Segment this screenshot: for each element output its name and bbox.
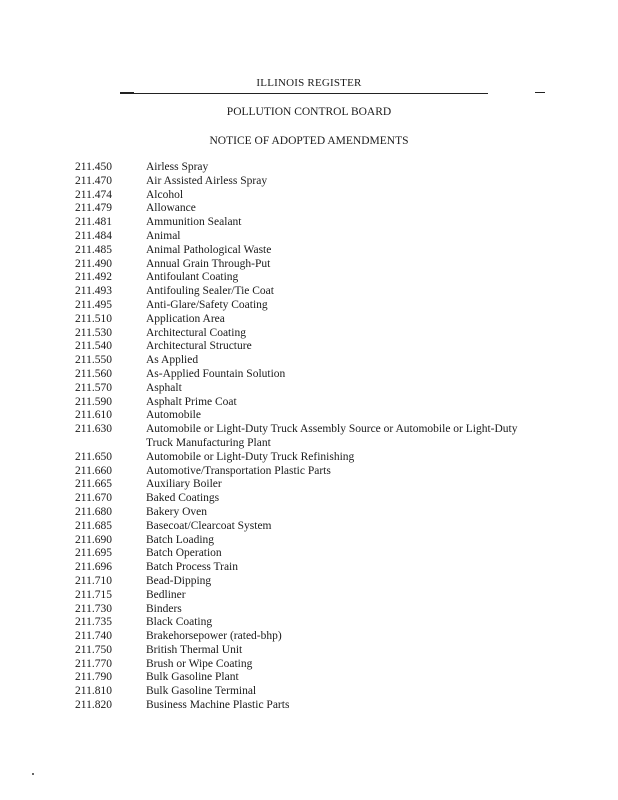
section-row <box>0 671 618 685</box>
section-term: Allowance <box>146 202 196 215</box>
section-number: 211.735 <box>75 616 112 629</box>
section-term: Brush or Wipe Coating <box>146 657 253 670</box>
section-row <box>0 189 618 203</box>
section-number: 211.610 <box>75 409 112 422</box>
section-row <box>0 423 618 451</box>
section-row <box>0 478 618 492</box>
section-term: As Applied <box>146 354 199 367</box>
section-row <box>0 603 618 617</box>
section-term: Asphalt <box>146 381 182 394</box>
section-number: 211.485 <box>75 243 112 256</box>
section-number: 211.690 <box>75 533 112 546</box>
section-term: Airless Spray <box>146 161 209 173</box>
section-list <box>0 161 618 713</box>
section-row <box>0 161 618 175</box>
section-row <box>0 354 618 368</box>
section-number: 211.450 <box>75 161 112 173</box>
section-number: 211.750 <box>75 643 112 656</box>
section-row <box>0 616 618 630</box>
section-number: 211.680 <box>75 505 112 518</box>
section-term: Animal Pathological Waste <box>146 243 272 256</box>
section-term: As-Applied Fountain Solution <box>146 367 286 380</box>
section-term: Business Machine Plastic Parts <box>146 699 290 712</box>
section-row <box>0 313 618 327</box>
register-title: ILLINOIS REGISTER <box>256 77 362 89</box>
section-term: Annual Grain Through-Put <box>146 257 271 270</box>
section-number: 211.550 <box>75 354 112 367</box>
section-number: 211.540 <box>75 340 112 353</box>
section-number: 211.495 <box>75 298 112 311</box>
section-number: 211.492 <box>75 271 112 284</box>
section-number: 211.470 <box>75 174 112 187</box>
section-term: Batch Process Train <box>146 561 238 574</box>
section-term: Asphalt Prime Coat <box>146 395 237 408</box>
section-number: 211.484 <box>75 229 112 242</box>
section-number: 211.710 <box>75 574 112 587</box>
section-number: 211.820 <box>75 699 112 712</box>
section-row <box>0 547 618 561</box>
section-row <box>0 699 618 713</box>
section-term: Automobile <box>146 409 201 422</box>
section-number: 211.695 <box>75 547 112 560</box>
section-row <box>0 299 618 313</box>
section-term: Auxiliary Boiler <box>146 478 222 491</box>
section-number: 211.665 <box>75 478 112 491</box>
section-row <box>0 534 618 548</box>
section-number: 211.730 <box>75 602 112 615</box>
section-term: Automobile or Light-Duty Truck Assembly Source or Automobile or Light-Duty Truck Manufacturing Plant <box>146 423 518 449</box>
section-term: Ammunition Sealant <box>146 216 242 229</box>
section-row <box>0 271 618 285</box>
section-row <box>0 396 618 410</box>
section-number: 211.740 <box>75 630 112 643</box>
section-number: 211.770 <box>75 657 112 670</box>
section-term: Batch Loading <box>146 533 215 546</box>
section-number: 211.493 <box>75 285 112 298</box>
section-row <box>0 258 618 272</box>
section-term: Bedliner <box>146 588 186 601</box>
section-row <box>0 230 618 244</box>
section-number: 211.650 <box>75 450 112 463</box>
section-term: British Thermal Unit <box>146 643 243 656</box>
section-row <box>0 520 618 534</box>
section-term: Anti-Glare/Safety Coating <box>146 298 268 311</box>
board-title: POLLUTION CONTROL BOARD <box>226 106 392 118</box>
section-term: Binders <box>146 602 182 615</box>
section-term: Application Area <box>146 312 225 325</box>
section-row <box>0 216 618 230</box>
section-row <box>0 492 618 506</box>
section-row <box>0 630 618 644</box>
section-row <box>0 561 618 575</box>
section-number: 211.479 <box>75 202 112 215</box>
section-term: Animal <box>146 229 181 242</box>
section-number: 211.490 <box>75 257 112 270</box>
section-row <box>0 589 618 603</box>
section-row <box>0 382 618 396</box>
section-term: Air Assisted Airless Spray <box>146 174 268 187</box>
section-term: Batch Operation <box>146 547 222 560</box>
section-row <box>0 285 618 299</box>
section-term: Bulk Gasoline Plant <box>146 671 239 684</box>
section-term: Basecoat/Clearcoat System <box>146 519 272 532</box>
section-term: Bakery Oven <box>146 505 207 518</box>
section-number: 211.715 <box>75 588 112 601</box>
section-number: 211.510 <box>75 312 112 325</box>
section-number: 211.560 <box>75 367 112 380</box>
section-row <box>0 685 618 699</box>
section-number: 211.670 <box>75 492 112 505</box>
section-term: Automobile or Light-Duty Truck Refinishing <box>146 450 355 463</box>
section-number: 211.790 <box>75 671 112 684</box>
section-row <box>0 368 618 382</box>
section-number: 211.810 <box>75 685 112 698</box>
section-number: 211.696 <box>75 561 112 574</box>
section-number: 211.530 <box>75 326 112 339</box>
section-number: 211.481 <box>75 216 112 229</box>
section-number: 211.660 <box>75 464 112 477</box>
section-row <box>0 658 618 672</box>
section-row <box>0 175 618 189</box>
header-right-rule <box>535 92 545 93</box>
section-number: 211.685 <box>75 519 112 532</box>
header-left-rule <box>120 92 134 93</box>
section-term: Bulk Gasoline Terminal <box>146 685 257 698</box>
section-number: 211.630 <box>75 423 112 436</box>
section-term: Architectural Structure <box>146 340 252 353</box>
section-term: Antifouling Sealer/Tie Coat <box>146 285 274 298</box>
section-row <box>0 451 618 465</box>
section-row <box>0 506 618 520</box>
section-row <box>0 465 618 479</box>
section-number: 211.570 <box>75 381 112 394</box>
section-term: Alcohol <box>146 188 184 201</box>
section-term: Antifoulant Coating <box>146 271 239 284</box>
notice-title: NOTICE OF ADOPTED AMENDMENTS <box>209 135 409 147</box>
section-term: Brakehorsepower (rated-bhp) <box>146 630 282 643</box>
section-term: Bead-Dipping <box>146 574 212 587</box>
section-row <box>0 409 618 423</box>
section-term: Black Coating <box>146 616 213 629</box>
section-row <box>0 244 618 258</box>
section-row <box>0 575 618 589</box>
section-row <box>0 340 618 354</box>
section-row <box>0 327 618 341</box>
section-term: Baked Coatings <box>146 492 220 505</box>
section-row <box>0 644 618 658</box>
section-term: Architectural Coating <box>146 326 246 339</box>
section-number: 211.590 <box>75 395 112 408</box>
section-term: Automotive/Transportation Plastic Parts <box>146 464 331 477</box>
page-mark <box>32 773 34 775</box>
section-number: 211.474 <box>75 188 112 201</box>
section-row <box>0 202 618 216</box>
